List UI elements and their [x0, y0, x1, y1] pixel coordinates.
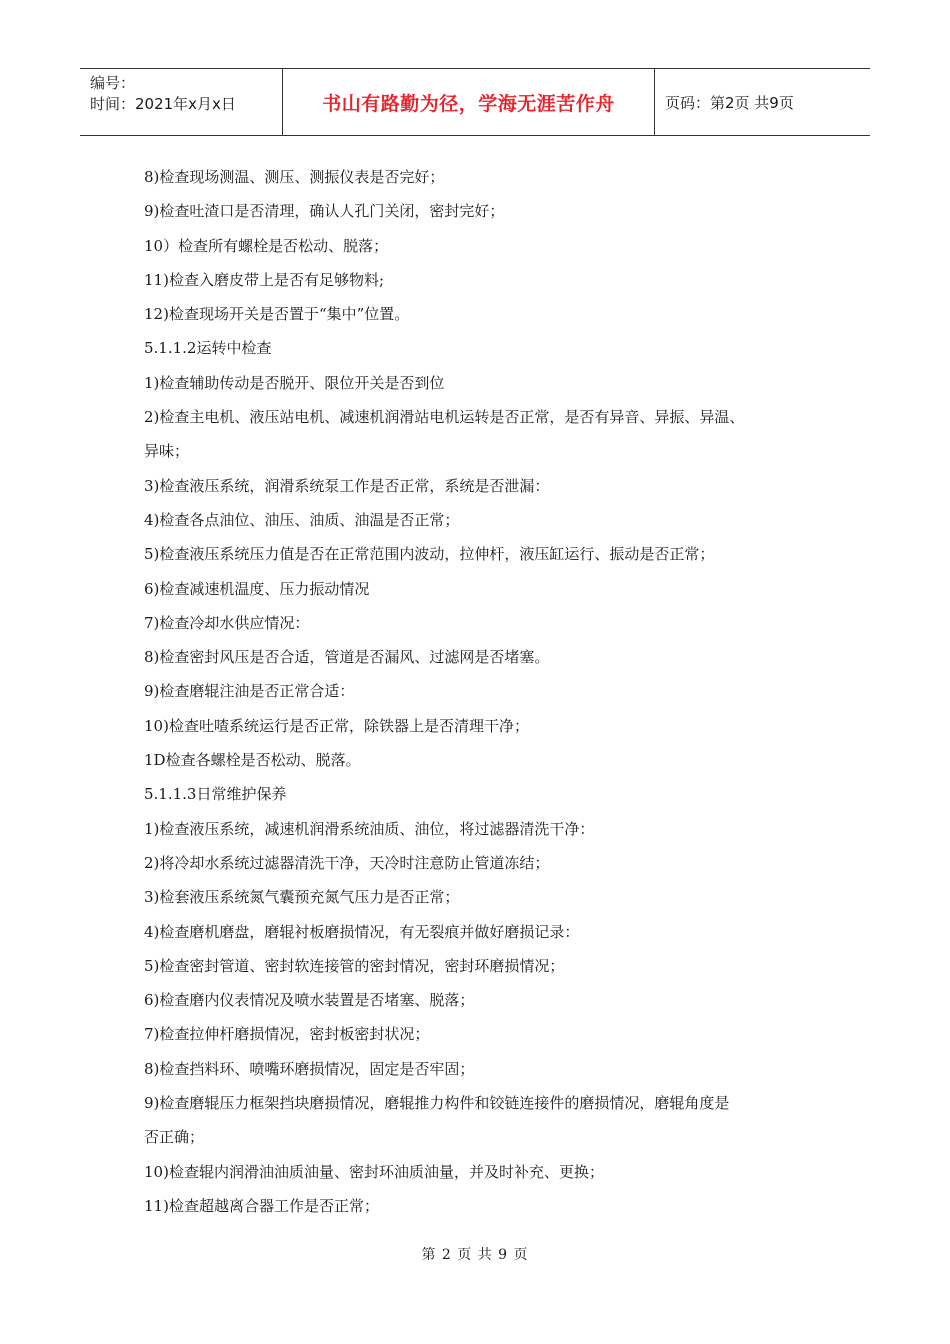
text-line: 4)检查各点油位、油压、油质、油温是否正常； — [144, 510, 460, 529]
page-footer: 第 2 页 共 9 页 — [421, 1247, 529, 1263]
text-line: 5)检查液压系统压力值是否在正常范围内波动，拉伸杆，液压缸运行、振动是否正常； — [144, 545, 715, 564]
text-line: 8)检查密封风压是否合适，管道是否漏风、过滤网是否堵塞。 — [144, 648, 550, 667]
text-line: 5)检查密封管道、密封软连接管的密封情况，密封环磨损情况； — [144, 956, 565, 975]
text-line: 8)检查挡料环、喷嘴环磨损情况，固定是否牢固； — [144, 1059, 475, 1078]
text-line: 9)检查吐渣口是否清理，确认人孔门关闭，密封完好； — [144, 202, 505, 221]
text-line: 6)检查减速机温度、压力振动情况 — [144, 579, 370, 598]
header-motto: 书山有路勤为径，学海无涯苦作舟 — [283, 69, 655, 135]
text-line: 1D检查各螺栓是否松动、脱落。 — [144, 751, 361, 770]
text-line: 10)检查辊内润滑油油质油量、密封环油质油量，并及时补充、更换； — [144, 1162, 604, 1181]
text-line: 9)检查磨辊注油是否正常合适： — [144, 682, 355, 701]
text-line: 10）检查所有螺栓是否松动、脱落； — [144, 236, 389, 255]
text-line: 否正确； — [144, 1128, 205, 1147]
text-line: 9)检查磨辊压力框架挡块磨损情况，磨辊推力构件和铰链连接件的磨损情况，磨辊角度是 — [144, 1094, 730, 1113]
text-line: 3)检套液压系统氮气囊预充氮气压力是否正常； — [144, 888, 460, 907]
text-line: 1)检查辅助传动是否脱开、限位开关是否到位 — [144, 373, 445, 392]
text-line: 2)将冷却水系统过滤器清洗干净，天冷时注意防止管道冻结； — [144, 853, 550, 872]
header-page-info: 页码：第2页 共9页 — [665, 93, 794, 112]
text-line: 8)检查现场测温、测压、测振仪表是否完好； — [144, 168, 445, 186]
header-left-cell — [80, 69, 283, 135]
page-header — [80, 68, 870, 136]
text-line: 4)检查磨机磨盘，磨辊衬板磨损情况，有无裂痕并做好磨损记录： — [144, 922, 580, 941]
document-number: 编号： — [90, 74, 136, 92]
text-line: 11)检查超越离合器工作是否正常； — [144, 1196, 379, 1215]
text-line: 7)检查拉伸杆磨损情况，密封板密封状况； — [144, 1025, 430, 1044]
section-heading: 5.1.1.3日常维护保养 — [144, 785, 287, 804]
document-date: 时间：2021年x月x日 — [90, 95, 236, 113]
text-line: 7)检查冷却水供应情况： — [144, 613, 310, 632]
document-body — [144, 160, 834, 1223]
text-line: 异味； — [144, 442, 190, 461]
text-line: 10)检查吐喳系统运行是否正常，除铁器上是否清理干净； — [144, 716, 529, 735]
text-line: 12)检查现场开关是否置于“集中”位置。 — [144, 305, 410, 324]
text-line: 11)检查入磨皮带上是否有足够物料; — [144, 270, 384, 289]
text-line: 1)检查液压系统，减速机润滑系统油质、油位，将过滤器清洗干净： — [144, 819, 595, 838]
text-line: 6)检查磨内仪表情况及喷水装置是否堵塞、脱落； — [144, 991, 475, 1010]
text-line: 2)检查主电机、液压站电机、减速机润滑站电机运转是否正常，是否有异音、异振、异温、 — [144, 408, 745, 427]
text-line: 3)检查液压系统，润滑系统泵工作是否正常，系统是否泄漏： — [144, 476, 550, 495]
section-heading: 5.1.1.2运转中检查 — [144, 339, 272, 358]
